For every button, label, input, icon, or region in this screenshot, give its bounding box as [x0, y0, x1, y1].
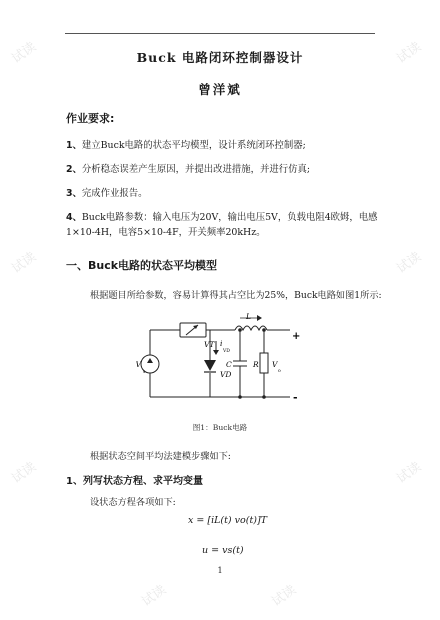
- diode-label: VD: [220, 370, 232, 379]
- requirements-heading: 作业要求:: [66, 112, 115, 125]
- paragraph: 设状态方程各项如下:: [90, 497, 176, 508]
- watermark: 试读: [394, 459, 425, 487]
- watermark: 试读: [9, 459, 40, 487]
- paragraph: 根据状态空间平均法建模步骤如下:: [90, 451, 231, 462]
- source-label: V: [135, 360, 141, 369]
- section-heading: 一、Buck电路的状态平均模型: [66, 259, 218, 272]
- document-title: Buck 电路闭环控制器设计: [136, 50, 304, 65]
- paragraph: 根据题目所给参数，容易计算得其占空比为25%，Buck电路如图1所示:: [90, 290, 382, 301]
- output-voltage-subscript: o: [278, 369, 281, 374]
- header-rule: [65, 33, 375, 34]
- source-subscript: s: [143, 370, 146, 375]
- current-subscript: VD: [223, 349, 230, 354]
- figure-caption: 图1：Buck电路: [192, 423, 248, 432]
- plus-sign: +: [292, 331, 301, 342]
- subsection-heading: 1、列写状态方程、求平均变量: [66, 476, 203, 487]
- watermark: 试读: [394, 249, 425, 277]
- resistor-label: R: [253, 360, 259, 369]
- capacitor-label: C: [226, 360, 232, 369]
- switch-label: VT: [204, 340, 215, 349]
- output-voltage-label: V: [272, 360, 278, 369]
- watermark: 试读: [394, 39, 425, 67]
- requirement-item: 2、分析稳态误差产生原因，并提出改进措施，并进行仿真;: [66, 164, 311, 175]
- minus-sign: -: [293, 391, 298, 404]
- page-number: 1: [217, 566, 223, 575]
- buck-circuit-diagram: [135, 305, 310, 417]
- inductor-label: L: [246, 312, 251, 321]
- watermark: 试读: [269, 582, 300, 610]
- input-equation: u = vs(t): [202, 545, 244, 556]
- watermark: 试读: [9, 39, 40, 67]
- requirement-item: 4、Buck电路参数：输入电压为20V，输出电压5V，负载电阻4欧姆，电感1×10-4H，电容5×10-4F，开关频率20kHz。: [66, 212, 378, 238]
- requirement-item: 1、建立Buck电路的状态平均模型，设计系统闭环控制器;: [66, 140, 306, 151]
- state-vector-equation: x = [iL(t) vo(t)]T: [188, 515, 268, 526]
- requirement-item: 3、完成作业报告。: [66, 188, 148, 199]
- current-label: i: [220, 339, 223, 348]
- watermark: 试读: [139, 582, 170, 610]
- author-name: 曾洋斌: [198, 82, 242, 97]
- watermark: 试读: [9, 249, 40, 277]
